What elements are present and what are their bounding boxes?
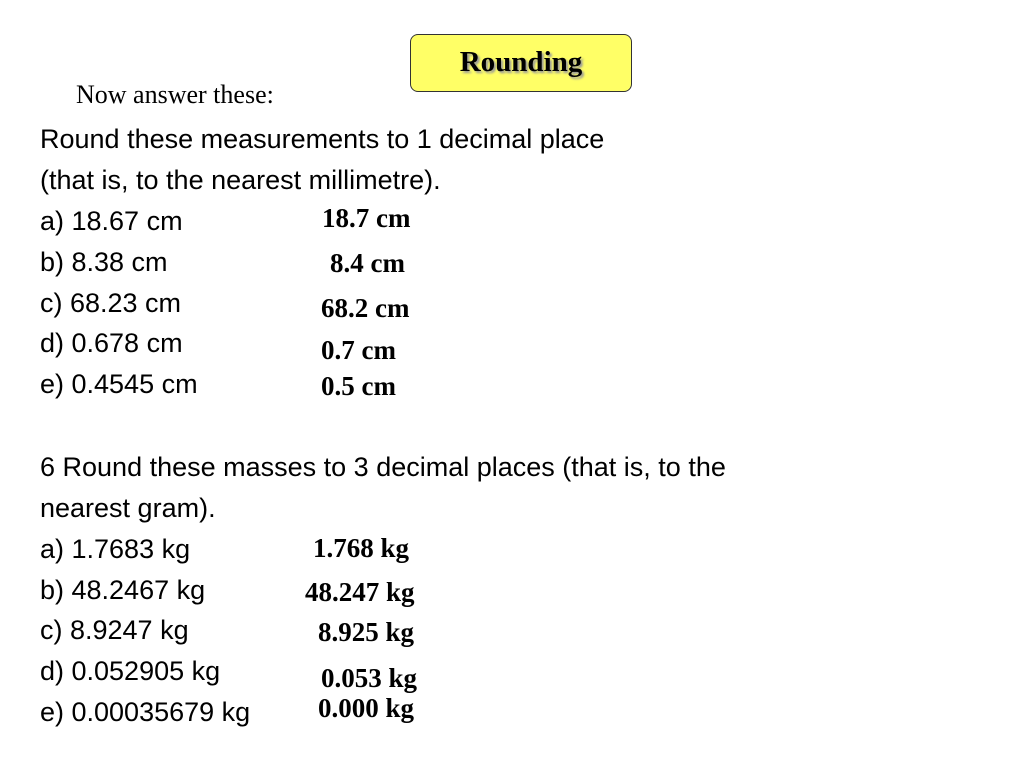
section2-question-b: b) 48.2467 kg xyxy=(40,575,206,605)
title-box xyxy=(410,34,632,92)
section2-answer-a: 1.768 kg xyxy=(313,533,410,563)
section2-answer-d: 0.053 kg xyxy=(321,663,418,693)
section1-answer-e: 0.5 cm xyxy=(321,371,396,401)
section1-question-c: c) 68.23 cm xyxy=(40,288,182,318)
page-title: Rounding xyxy=(459,45,583,78)
section2-answer-e: 0.000 kg xyxy=(318,693,415,723)
section1-answer-d: 0.7 cm xyxy=(321,335,396,365)
section2-question-a: a) 1.7683 kg xyxy=(40,534,191,564)
section1-answer-b: 8.4 cm xyxy=(330,248,405,278)
section2-answer-b: 48.247 kg xyxy=(305,577,415,607)
section1-question-a: a) 18.67 cm xyxy=(40,206,183,236)
section1-answer-c: 68.2 cm xyxy=(321,293,410,323)
section2-answer-c: 8.925 kg xyxy=(318,617,415,647)
section2-instruction-line1: 6 Round these masses to 3 decimal places (that is, to the xyxy=(40,452,726,482)
section1-answer-a: 18.7 cm xyxy=(322,203,411,233)
section1-instruction-line1: Round these measurements to 1 decimal place xyxy=(40,124,605,154)
section2-question-e: e) 0.00035679 kg xyxy=(40,697,251,727)
section1-question-e: e) 0.4545 cm xyxy=(40,369,198,399)
section2-question-d: d) 0.052905 kg xyxy=(40,656,221,686)
section1-question-d: d) 0.678 cm xyxy=(40,328,183,358)
section2-instruction-line2: nearest gram). xyxy=(40,493,216,523)
intro-text: Now answer these: xyxy=(76,80,274,109)
section2-question-c: c) 8.9247 kg xyxy=(40,615,189,645)
section1-instruction-line2: (that is, to the nearest millimetre). xyxy=(40,165,441,195)
section1-question-b: b) 8.38 cm xyxy=(40,247,168,277)
